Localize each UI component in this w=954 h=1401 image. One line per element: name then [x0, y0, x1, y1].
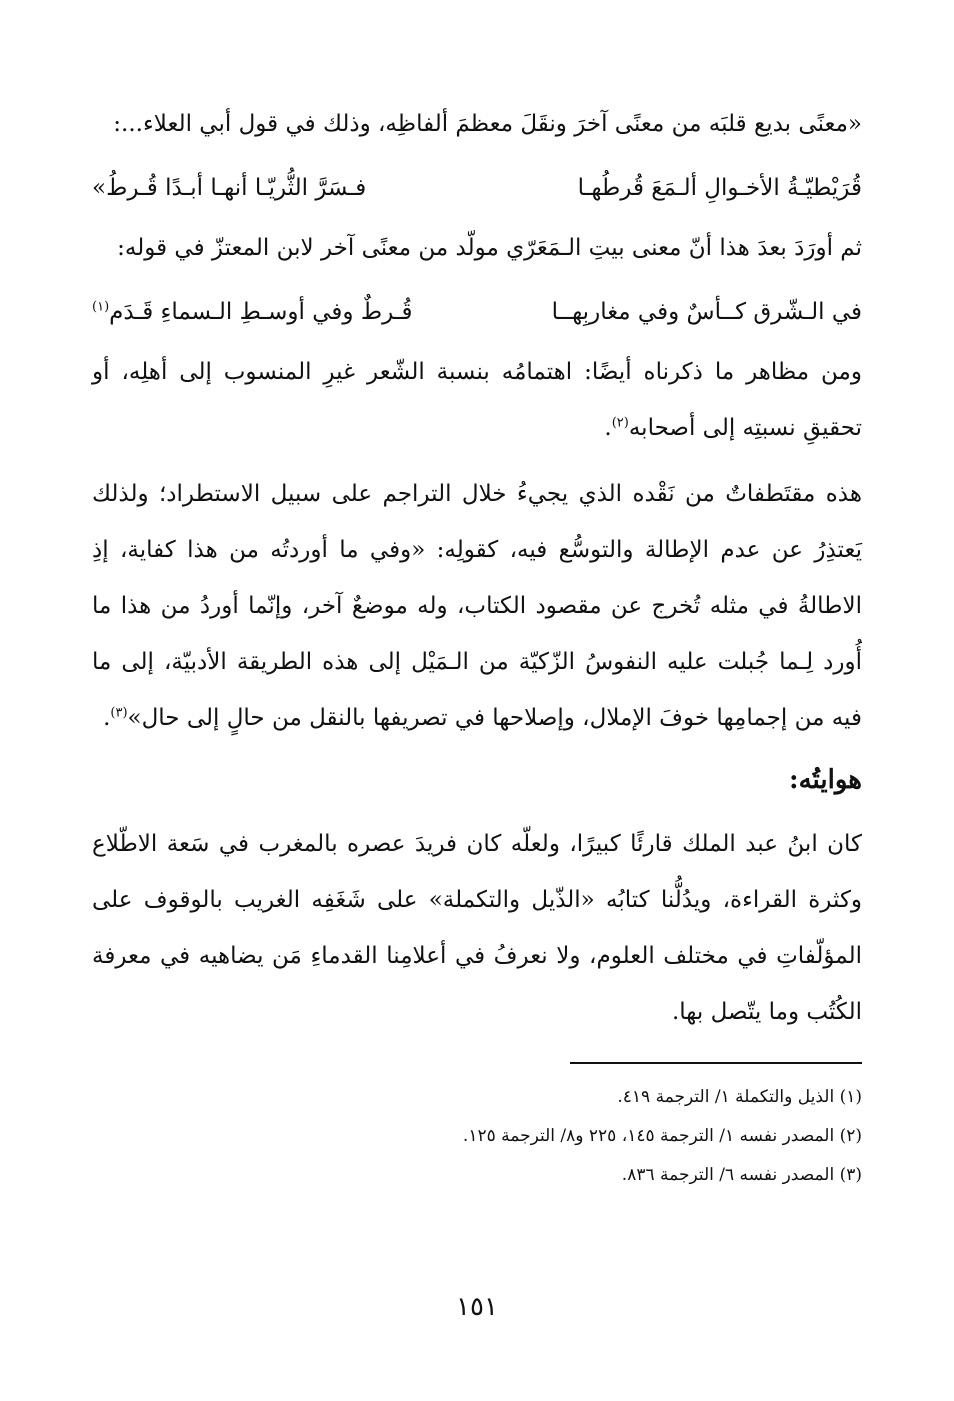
paragraph-text: ومن مظاهر ما ذكرناه أيضًا: اهتمامُه بنسبة الشّعر غيرِ المنسوب إلى أهلِه، أو تحقيقِ نسبتِه إلى أصحابه [92, 359, 862, 441]
paragraph-end: . [103, 705, 111, 731]
footnote-ref-3: (٣) [110, 705, 128, 721]
paragraph-end: . [604, 415, 612, 441]
paragraph-attribution [92, 344, 862, 456]
verse-second-hemistich [92, 284, 446, 340]
verse-first-hemistich: في الـشّرق كــأسٌ وفي مغاربِهــا [551, 299, 862, 325]
paragraph-intro: «معنًى بديع قلبَه من معنًى آخرَ ونقَلَ معظمَ ألفاظِه، وذلك في قول أبي العلاء...: [113, 111, 862, 137]
verse-second-hemistich: فـسَرَّ الثُّريّـا أنهـا أبـدًا قُـرطُ» [92, 175, 367, 201]
footnote-1: (١) الذيل والتكملة ١/ الترجمة ٤١٩. [617, 1087, 862, 1107]
footnote-separator [570, 1062, 862, 1064]
paragraph-text: هذه مقتَطفاتٌ من نَقْده الذي يجيءُ خلال التراجم على سبيل الاستطراد؛ ولذلك يَعتذِرُ عن عدم الإطالة والتوسُّع فيه، كقولِه: «وفي ما أوردتُه من هذا كفاية، إذِ الاطالةُ في مثله تُخرج عن مقصود الكتاب، وله موضعٌ آخر، وإنّما أوردُ من هذا ما أُورد لِـما جُبلت عليه النفوسُ الزّكيّة من الـمَيْل إلى هذه الطريقة الأدبيّة، إلى ما فيه من إجمامِها خوفَ الإملال، وإصلاحها في تصريفها بالنقل من حالٍ إلى حال» [92, 481, 862, 731]
verse-text: قُـرطٌ وفي أوسـطِ الـسماءِ قَـدَم [109, 299, 413, 325]
verse-first-hemistich: قُرَيْطيّـةُ الأخـوالِ ألـمَعَ قُرطُهـا [577, 175, 862, 201]
verse-ibn-al-mutazz [92, 284, 862, 340]
page-number: ١٥١ [456, 1292, 498, 1322]
footnote-3: (٣) المصدر نفسه ٦/ الترجمة ٨٣٦. [621, 1165, 862, 1185]
footnote-2: (٢) المصدر نفسه ١/ الترجمة ١٤٥، ٢٢٥ و٨/ الترجمة ١٢٥. [462, 1126, 862, 1146]
footnote-ref-1: (١) [92, 299, 110, 315]
verse-abu-al-ala [92, 160, 862, 216]
paragraph-excerpts [92, 466, 862, 746]
section-heading: هوايتُه: [789, 765, 862, 795]
paragraph-ibn-al-mutazz: ثم أورَدَ بعدَ هذا أنّ معنى بيتِ الـمَعَرّي مولّد من معنًى آخر لابن المعتزّ في قوله: [117, 235, 862, 261]
paragraph-hobby: كان ابنُ عبد الملك قارئًا كبيرًا، ولعلّه كان فريدَ عصره بالمغرب في سَعة الاطّلاع وكثرة القراءة، ويدُلُّنا كتابُه «الذّيل والتكملة» على شَغَفِه الغريب بالوقوف على المؤلّفاتِ في مختلف العلوم، ولا نعرفُ في أعلامِنا القدماءِ مَن يضاهيه في معرفة الكُتُب وما يتّصل بها. [92, 831, 862, 1025]
footnote-ref-2: (٢) [611, 415, 629, 431]
